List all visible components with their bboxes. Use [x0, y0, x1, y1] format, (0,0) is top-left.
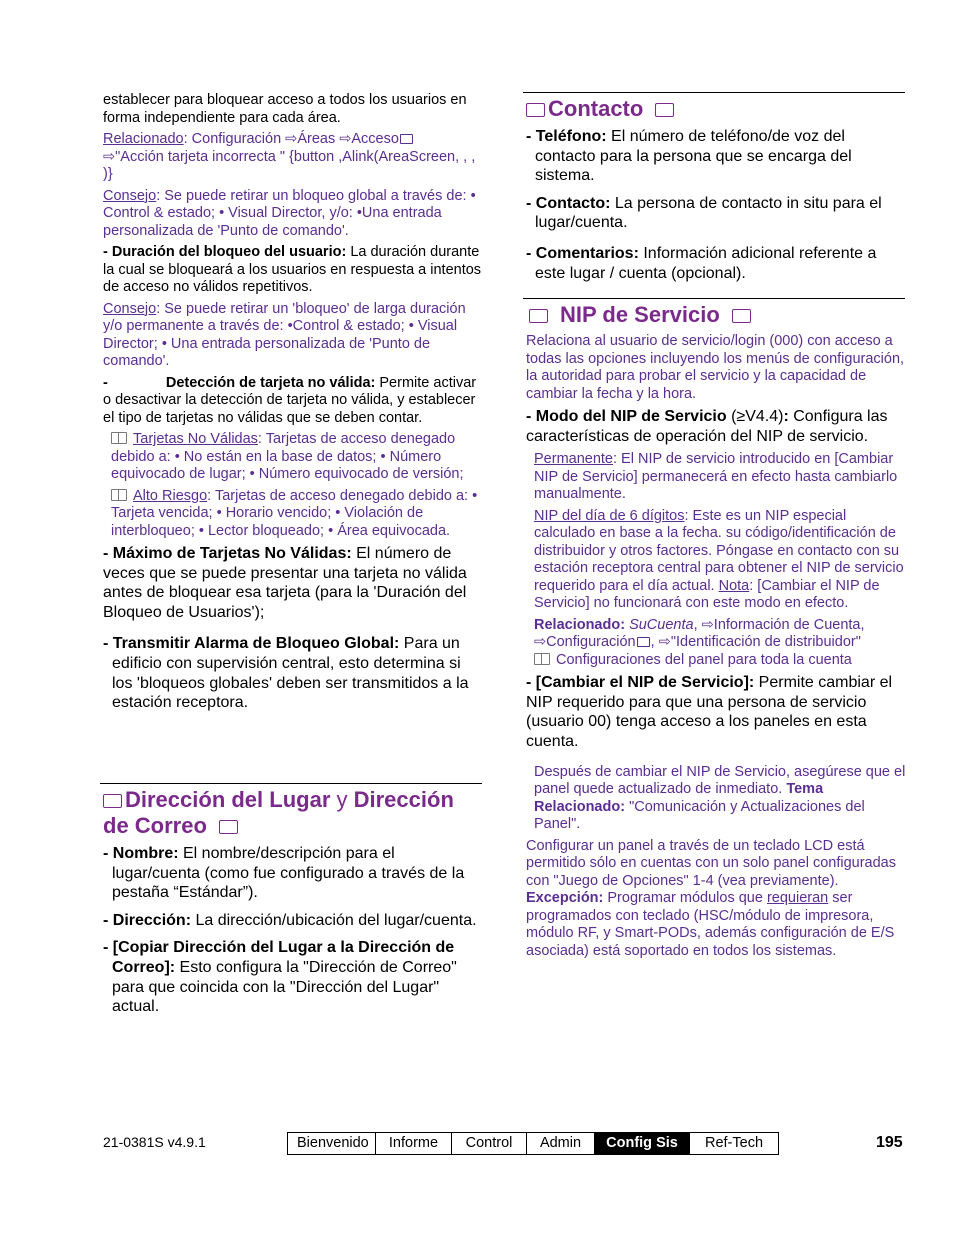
permanent-text: : El NIP de servicio introducido en [Cambiar NIP de Servicio] permanecerá en efecto hasta cambiarlo manualmente.	[534, 451, 898, 503]
section-tabs	[287, 1132, 779, 1155]
permanent-link[interactable]: Permanente	[534, 451, 613, 468]
invalid-cards-text: : Tarjetas de acceso denegado debido a: • No están en la base de datos; • Número equivocado de lugar; • Número equivocado de versión;	[111, 431, 464, 482]
name-field-desc	[103, 844, 483, 903]
transmit-alarm-title: - Transmitir Alarma de Bloqueo Global:	[103, 635, 400, 653]
max-invalid-cards-desc	[103, 544, 483, 622]
invalid-card-detection-title: Detección de tarjeta no válida:	[165, 374, 376, 391]
daily-pin-text: : Este es un NIP especial calculado en base a la fecha. su código/identificación de distribuidor y otros factores. Póngase en contacto con su estación receptora central para obtener el NIP de servicio requerido para el día actual.	[534, 507, 904, 594]
section-heading-contact	[523, 96, 905, 122]
phone-field-desc	[526, 127, 905, 186]
pin-mode-version: (≥V4.4)	[726, 408, 784, 425]
pin-mode-title: - Modo del NIP de Servicio	[526, 408, 727, 425]
section-heading-address	[103, 787, 483, 839]
section-heading-service-pin	[526, 302, 906, 328]
pin-mode-desc	[526, 407, 906, 446]
related-text-2[interactable]: , ⇨"Identificación de distribuidor"	[650, 634, 861, 651]
tip-label[interactable]: Consejo	[103, 300, 157, 317]
invalid-card-detection-text: Permite activar o desactivar la detección de tarjeta no válida, y establecer el tipo de tarjetas no válidas que se deben contar.	[103, 374, 477, 426]
name-field-text: El nombre/descripción para el lugar/cuenta (como fue configurado a través de la pestaña “Estándar”).	[112, 845, 465, 902]
tip-label[interactable]: Consejo	[103, 187, 157, 204]
invalid-cards-link[interactable]: Tarjetas No Válidas	[133, 431, 258, 447]
change-pin-title: - [Cambiar el NIP de Servicio]:	[526, 674, 755, 692]
address-field-title: - Dirección:	[103, 911, 192, 929]
copy-address-desc	[103, 938, 483, 1016]
comments-field-desc	[526, 244, 905, 283]
daily-pin-text-2: : [Cambiar el NIP de Servicio] no funcionará con este modo en efecto.	[534, 577, 880, 612]
tip-text: : Se puede retirar un bloqueo global a través de: • Control & estado; • Visual Director, y/o: •Una entrada personalizada de 'Punto de comando'.	[103, 187, 476, 239]
section-rule	[523, 298, 905, 299]
high-risk-link[interactable]: Alto Riesgo	[133, 487, 208, 504]
high-risk-def	[103, 488, 483, 541]
phone-field-text: El número de teléfono/de voz del contacto para la persona que se encarga del sistema.	[535, 128, 852, 185]
after-change-text-2: "Comunicación y Actualizaciones del Panel".	[534, 798, 865, 833]
comments-field-title: - Comentarios:	[526, 244, 639, 262]
lockout-duration-text: La duración durante la cual se bloqueará a los usuarios en respuesta a intentos de acceso no válidos repetitivos.	[103, 244, 482, 295]
invalid-cards-def	[103, 431, 483, 484]
service-pin-section	[526, 302, 906, 964]
heading-contact-text: Contacto	[548, 96, 644, 121]
address-section	[103, 787, 483, 1025]
account-panel-settings-text: Configuraciones del panel para toda la cuenta	[556, 651, 852, 668]
change-pin-text: Permite cambiar el NIP requerido para que una persona de servicio (usuario 00) tenga acceso a los paneles en esta cuenta.	[526, 674, 893, 750]
related-italic[interactable]: SuCuenta	[625, 616, 694, 633]
related-label[interactable]: Relacionado	[103, 131, 184, 147]
heading-part1: Dirección del Lugar	[125, 787, 331, 812]
comments-field-text: Información adicional referente a este lugar / cuenta (opcional).	[535, 244, 877, 282]
address-field-desc	[103, 911, 483, 931]
left-column	[103, 92, 483, 721]
document-id: 21-0381S v4.9.1	[103, 1134, 206, 1150]
permanent-mode-def	[526, 451, 906, 504]
related-config-areas[interactable]	[103, 131, 483, 184]
pin-mode-colon: :	[783, 408, 789, 425]
section-rule	[100, 783, 482, 784]
tab-admin[interactable]: Admin	[527, 1133, 595, 1154]
name-field-title: - Nombre:	[103, 845, 179, 862]
folder-icon	[732, 309, 751, 323]
after-change-note	[526, 764, 906, 834]
contact-field-text: La persona de contacto in situ para el lugar/cuenta.	[535, 194, 882, 232]
tab-config-sis[interactable]: Config Sis	[595, 1133, 690, 1154]
copy-address-text: Esto configura la "Dirección de Correo" para que coincida con la "Dirección del Lugar" actual.	[112, 958, 457, 1016]
dash: -	[103, 374, 108, 391]
lcd-config-underline: requieran	[766, 890, 829, 907]
after-change-bold: Tema Relacionado:	[534, 781, 824, 815]
phone-field-title: - Teléfono:	[526, 128, 607, 145]
lcd-config-text-2: Programar módulos que	[603, 890, 767, 907]
contact-field-desc	[526, 194, 905, 233]
max-invalid-cards-text: El número de veces que se puede presentar una tarjeta no válida antes de bloquear esa tarjeta (para la 'Duración del Bloqueo de Usuarios');	[103, 545, 467, 621]
tab-control[interactable]: Control	[452, 1133, 527, 1154]
account-panel-settings[interactable]	[526, 652, 906, 670]
tab-ref-tech[interactable]: Ref-Tech	[704, 1135, 764, 1151]
daily-pin-link[interactable]: NIP del día de 6 dígitos	[534, 507, 685, 524]
lockout-duration-title: - Duración del bloqueo del usuario:	[103, 244, 347, 260]
folder-icon	[637, 637, 650, 647]
daily-pin-def	[526, 508, 906, 613]
high-risk-text: : Tarjetas de acceso denegado debido a: • Tarjeta vencida; • Horario vencido; • Violación de interbloqueo; • Lector bloqueado; • Área equivocada.	[111, 487, 478, 539]
tip-text: : Se puede retirar un 'bloqueo' de larga duración y/o permanente a través de: •Control & estado; • Visual Director; • Una entrada personalizada de 'Punto de comando'.	[103, 300, 466, 369]
lcd-config-bold: Excepción:	[526, 890, 604, 907]
transmit-alarm-text: Para un edificio con supervisión central, esto determina si los 'bloqueos globales' deben ser transmitidos a la estación receptora.	[112, 635, 469, 712]
intro-text: establecer para bloquear acceso a todos los usuarios en forma independiente para cada área.	[103, 92, 467, 126]
folder-icon	[529, 309, 548, 323]
folder-icon	[526, 103, 545, 117]
tip-long-lockout	[103, 301, 483, 371]
invalid-card-detection-desc	[103, 375, 483, 428]
tip-global-lockout	[103, 188, 483, 241]
heading-conj: y	[330, 787, 354, 812]
tab-bienvenido[interactable]: Bienvenido	[288, 1133, 376, 1154]
max-invalid-cards-title: - Máximo de Tarjetas No Válidas:	[103, 545, 352, 562]
note-link[interactable]: Nota	[718, 577, 750, 594]
pin-mode-text: Configura las características de operación del NIP de servicio.	[526, 408, 888, 445]
related-text-2: ⇨"Acción tarjeta incorrecta " {button ,Alink(AreaScreen, , , )}	[103, 148, 476, 182]
service-pin-intro: Relaciona al usuario de servicio/login (000) con acceso a todas las opciones incluyendo los menús de configuración, la autoridad para probar el servicio y la capacidad de cambiar la fecha y la hora.	[526, 333, 905, 402]
related-topics	[526, 617, 906, 652]
tab-informe[interactable]: Informe	[376, 1133, 452, 1154]
book-icon	[111, 489, 127, 501]
page-footer	[0, 1130, 954, 1160]
book-icon	[111, 432, 127, 444]
after-change-text: Después de cambiar el NIP de Servicio, asegúrese que el panel quede actualizado de inmediato.	[534, 763, 906, 798]
folder-icon	[655, 103, 674, 117]
heading-service-pin-text: NIP de Servicio	[560, 302, 720, 327]
lcd-config-text-3: ser programados con teclado (HSC/módulo de impresora, módulo RF, y Smart-PODs, además configuración de E/S asociada) está soportado en todos los sistemas.	[526, 890, 895, 959]
page-number: 195	[876, 1134, 903, 1151]
folder-icon	[103, 794, 122, 808]
right-column	[523, 93, 905, 291]
transmit-alarm-desc	[103, 634, 483, 712]
related-bold: Relacionado:	[534, 616, 626, 633]
lcd-config-note	[526, 838, 906, 961]
contact-field-title: - Contacto:	[526, 194, 611, 212]
folder-icon	[219, 820, 238, 834]
lockout-duration-desc	[103, 244, 483, 297]
change-pin-desc	[526, 673, 906, 751]
related-text[interactable]: , ⇨Información de Cuenta, ⇨Configuración	[534, 616, 865, 651]
copy-address-title: - [Copiar Dirección del Lugar a la Dirección de Correo]:	[103, 939, 455, 976]
folder-icon	[400, 134, 413, 144]
lcd-config-text: Configurar un panel a través de un teclado LCD está permitido sólo en cuentas con un solo panel configuradas con "Juego de Opciones" 1-4 (vea previamente).	[526, 837, 896, 889]
book-icon	[534, 653, 550, 665]
address-field-text: La dirección/ubicación del lugar/cuenta.	[191, 911, 477, 929]
heading-part2: Dirección de Correo	[103, 787, 454, 838]
related-text: : Configuración ⇨Áreas ⇨Acceso	[183, 131, 399, 147]
